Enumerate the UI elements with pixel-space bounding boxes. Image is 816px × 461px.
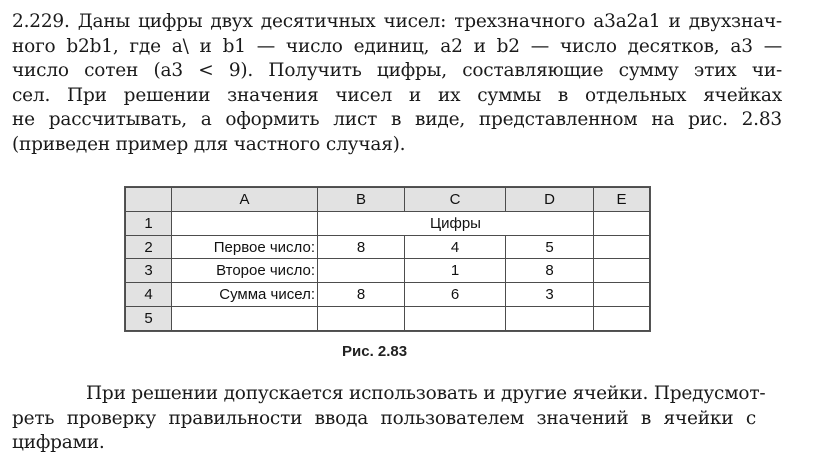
cell-e1: [594, 211, 650, 235]
problem-line: число сотен (a3 < 9). Получить цифры, составляющие сумму этих чи-: [12, 60, 782, 81]
cell-c5: [405, 307, 506, 331]
cell-e2: [594, 235, 650, 259]
problem-line: (приведен пример для частного случая).: [12, 133, 406, 155]
column-header-d: D: [506, 188, 594, 212]
problem-line: сел. При решении значения чисел и их суммы в отдельных ячейках: [12, 84, 782, 106]
cell-d3: 8: [506, 259, 594, 283]
cell-a5: [172, 307, 318, 331]
note-line: При решении допускается использовать и другие ячейки. Предусмот-: [86, 383, 766, 404]
cell-c4: 6: [405, 283, 506, 307]
column-header-c: C: [405, 188, 506, 212]
sheet-row: [126, 211, 650, 235]
column-header-b: B: [318, 188, 405, 212]
figure-caption: Рис. 2.83: [342, 343, 408, 360]
corner-cell: [126, 188, 172, 212]
cell-b3: [318, 259, 405, 283]
sheet-row: [126, 307, 650, 331]
sheet-row: [126, 259, 650, 283]
problem-line: 2.229. Даны цифры двух десятичных чисел: трехзначного a3a2a1 и двухзнач-: [12, 11, 782, 32]
cell-b1-merged: Цифры: [318, 211, 594, 235]
note-text: [12, 382, 766, 456]
column-header-row: [126, 188, 650, 212]
cell-b5: [318, 307, 405, 331]
note-line: цифрами.: [12, 432, 105, 453]
cell-e4: [594, 283, 650, 307]
cell-b4: 8: [318, 283, 405, 307]
sheet-row: [126, 283, 650, 307]
column-header-e: E: [594, 188, 650, 212]
problem-line: ного b2b1, где a\ и b1 — число единиц, a2 и b2 — число десятков, a3 —: [12, 35, 782, 57]
cell-a1: [172, 211, 318, 235]
sheet-row: [126, 235, 650, 259]
spreadsheet-grid: [125, 187, 650, 331]
cell-b2: 8: [318, 235, 405, 259]
row-header: 1: [126, 211, 172, 235]
cell-d5: [506, 307, 594, 331]
cell-c3: 1: [405, 259, 506, 283]
cell-d4: 3: [506, 283, 594, 307]
cell-e5: [594, 307, 650, 331]
cell-a4: Сумма чисел:: [172, 283, 318, 307]
spreadsheet-figure: [124, 186, 651, 332]
cell-a3: Второе число:: [172, 259, 318, 283]
column-header-a: A: [172, 188, 318, 212]
cell-d2: 5: [506, 235, 594, 259]
problem-line: не рассчитывать, а оформить лист в виде, представленном на рис. 2.83: [12, 109, 782, 130]
cell-a2: Первое число:: [172, 235, 318, 259]
cell-c2: 4: [405, 235, 506, 259]
note-line: реть проверку правильности ввода пользователем значений в ячейки с: [12, 407, 756, 429]
row-header: 5: [126, 307, 172, 331]
row-header: 2: [126, 235, 172, 259]
row-header: 4: [126, 283, 172, 307]
cell-e3: [594, 259, 650, 283]
problem-text: [12, 10, 782, 157]
row-header: 3: [126, 259, 172, 283]
